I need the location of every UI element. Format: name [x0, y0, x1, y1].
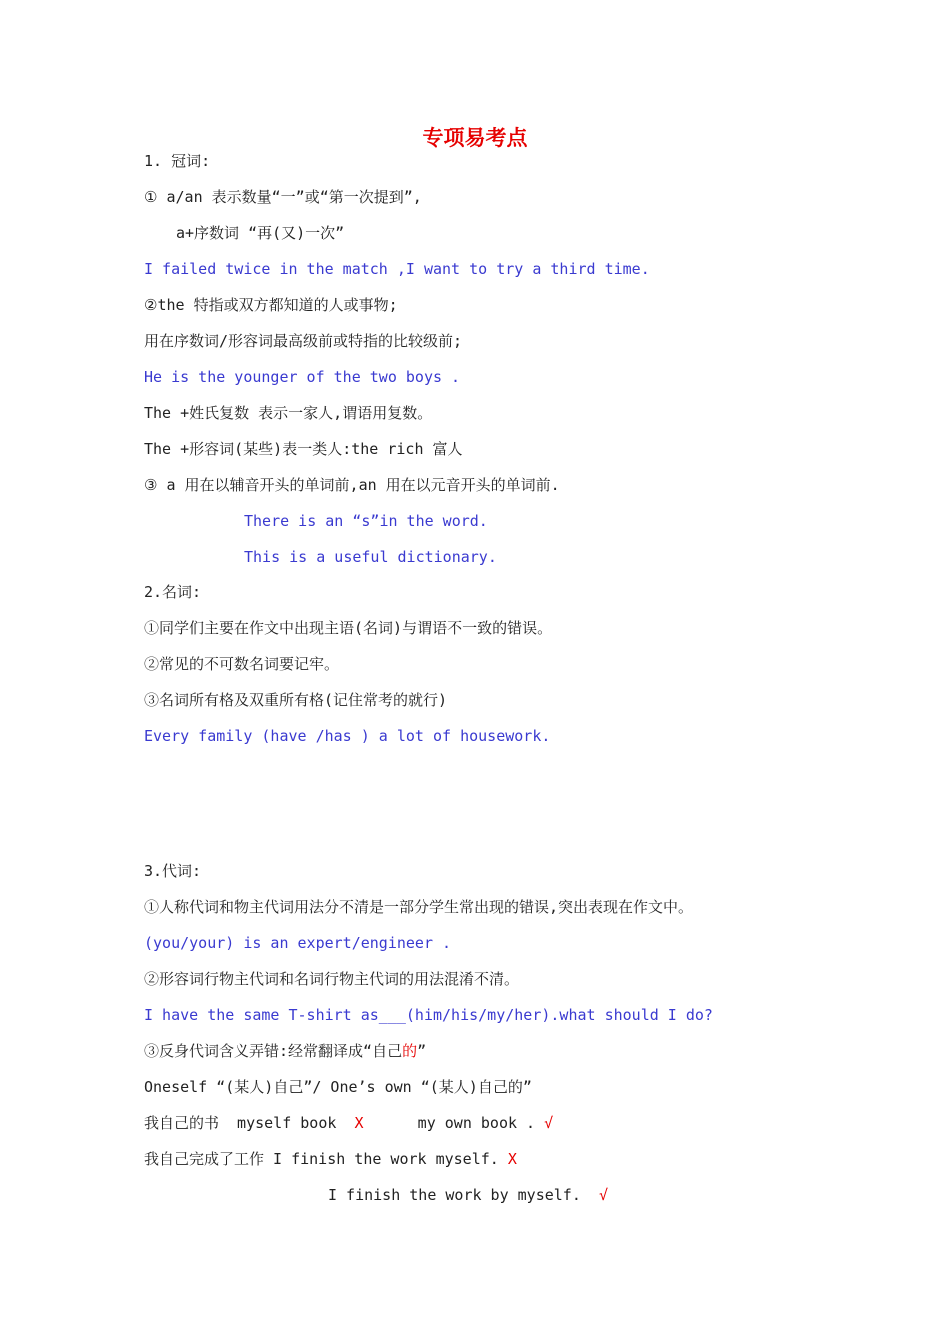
text-segment: 我自己的书 myself book	[144, 1114, 355, 1132]
example-sentence: There is an “s”in the word.	[244, 512, 488, 530]
text-line: ②the 特指或双方都知道的人或事物;	[144, 296, 398, 314]
text-line: The +形容词(某些)表一类人:the rich 富人	[144, 440, 463, 458]
text-line: a+序数词 “再(又)一次”	[176, 224, 345, 242]
text-line	[144, 1041, 426, 1061]
text-segment: I finish the work by myself.	[328, 1186, 599, 1204]
text-line	[144, 1149, 517, 1169]
text-line: ①同学们主要在作文中出现主语(名词)与谓语不一致的错误。	[144, 619, 553, 637]
text-line: The +姓氏复数 表示一家人,谓语用复数。	[144, 404, 433, 422]
example-sentence: I failed twice in the match ,I want to try a third time.	[144, 260, 650, 278]
text-line: ①人称代词和物主代词用法分不清是一部分学生常出现的错误,突出表现在作文中。	[144, 898, 694, 916]
text-line: 用在序数词/形容词最高级前或特指的比较级前;	[144, 332, 463, 350]
highlighted-character: 的	[402, 1042, 418, 1060]
example-sentence: This is a useful dictionary.	[244, 548, 497, 566]
wrong-mark-icon: X	[507, 1150, 517, 1168]
text-segment: ③反身代词含义弄错:经常翻译成“自己	[144, 1042, 403, 1060]
example-sentence: Every family (have /has ) a lot of housework.	[144, 727, 551, 745]
text-line	[328, 1185, 608, 1205]
text-line	[144, 1113, 553, 1133]
text-line: Oneself “(某人)自己”/ One’s own “(某人)自己的”	[144, 1078, 532, 1096]
section-heading-pronouns: 3.代词:	[144, 862, 202, 880]
text-segment: ”	[417, 1042, 427, 1060]
text-line: ②形容词行物主代词和名词行物主代词的用法混淆不清。	[144, 970, 520, 988]
check-mark-icon: √	[544, 1114, 554, 1132]
text-line: ③ a 用在以辅音开头的单词前,an 用在以元音开头的单词前.	[144, 476, 560, 494]
wrong-mark-icon: X	[354, 1114, 364, 1132]
section-heading-nouns: 2.名词:	[144, 583, 202, 601]
example-sentence: He is the younger of the two boys .	[144, 368, 461, 386]
text-segment: my own book .	[363, 1114, 545, 1132]
page-title: 专项易考点	[422, 125, 528, 150]
check-mark-icon: √	[598, 1186, 608, 1204]
example-sentence: I have the same T-shirt as___(him/his/my/her).what should I do?	[144, 1006, 713, 1024]
example-sentence: (you/your) is an expert/engineer .	[144, 934, 452, 952]
text-segment: 我自己完成了工作 I finish the work myself.	[144, 1150, 508, 1168]
text-line: ① a/an 表示数量“一”或“第一次提到”,	[144, 188, 422, 206]
section-heading-articles: 1. 冠词:	[144, 152, 211, 170]
text-line: ③名词所有格及双重所有格(记住常考的就行)	[144, 691, 448, 709]
text-line: ②常见的不可数名词要记牢。	[144, 655, 340, 673]
